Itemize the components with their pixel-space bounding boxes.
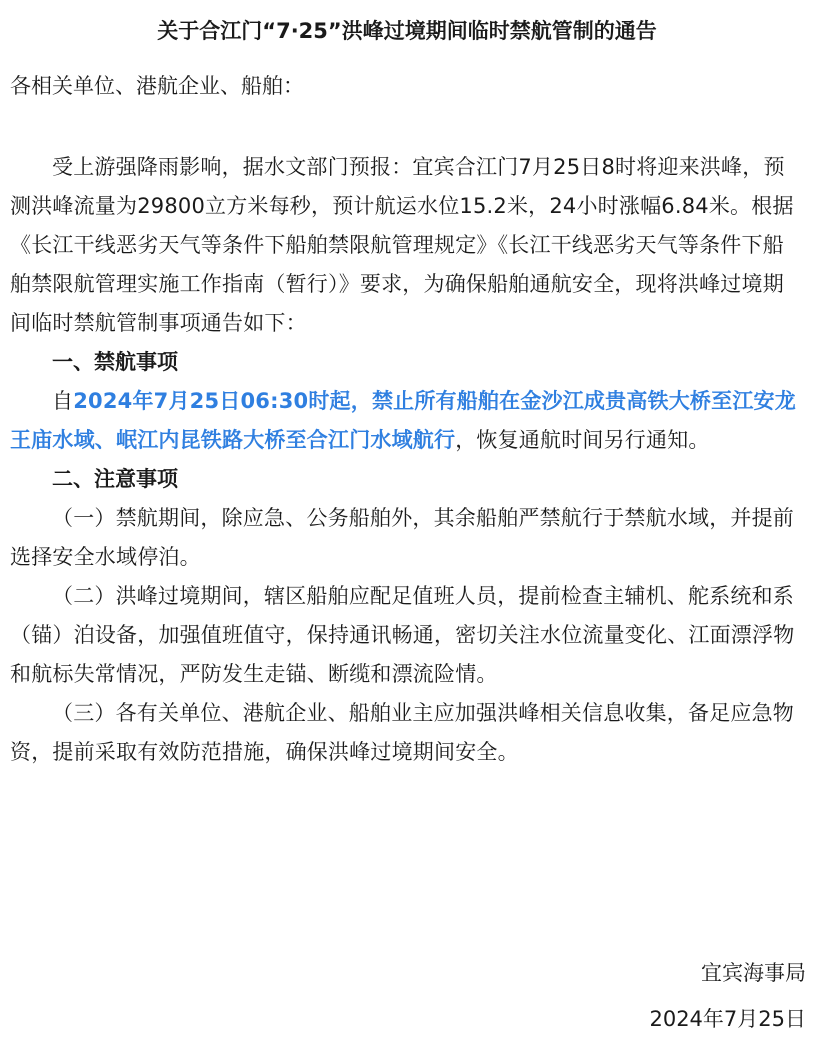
section-heading-notes: 二、注意事项: [52, 467, 178, 491]
prohibition-prefix: 自: [52, 389, 74, 413]
section-heading-prohibition: 一、禁航事项: [52, 350, 178, 374]
notes-item-1: （一）禁航期间，除应急、公务船舶外，其余船舶严禁航行于禁航水域，并提前选择安全水域停泊。: [10, 506, 794, 569]
salutation: 各相关单位、港航企业、船舶：: [10, 74, 304, 98]
prohibition-area: 禁止所有船舶在金沙江成贵高铁大桥至江安龙王庙水域、岷江内昆铁路大桥至合江门水域航行: [10, 389, 796, 452]
signature-block: [649, 950, 806, 1042]
notes-item-2: （二）洪峰过境期间，辖区船舶应配足值班人员，提前检查主辅机、舵系统和系（锚）泊设备，加强值班值守，保持通讯畅通，密切关注水位流量变化、江面漂浮物和航标失常情况，严防发生走锚、断缆和漂流险情。: [10, 584, 795, 686]
notice-title: 关于合江门“7·25”洪峰过境期间临时禁航管制的通告: [157, 19, 657, 43]
prohibition-comma: ，: [350, 389, 372, 413]
prohibition-start-time: 2024年7月25日06:30时起: [73, 389, 351, 413]
issuer-name: 宜宾海事局: [701, 961, 806, 985]
prohibition-suffix: ，恢复通航时间另行通知。: [455, 428, 710, 452]
issue-date: 2024年7月25日: [649, 1007, 806, 1031]
notes-item-3: （三）各有关单位、港航企业、船舶业主应加强洪峰相关信息收集，备足应急物资，提前采取有效防范措施，确保洪峰过境期间安全。: [10, 701, 794, 764]
intro-paragraph: 受上游强降雨影响，据水文部门预报：宜宾合江门7月25日8时将迎来洪峰，预测洪峰流量为29800立方米每秒，预计航运水位15.2米，24小时涨幅6.84米。根据《长江干线恶劣天气等条件下船舶禁限航管理规定》《长江干线恶劣天气等条件下船舶禁限航管理实施工作指南（暂行）》要求，为确保船舶通航安全，现将洪峰过境期间临时禁航管制事项通告如下：: [10, 155, 794, 335]
prohibition-paragraph: [10, 382, 804, 460]
